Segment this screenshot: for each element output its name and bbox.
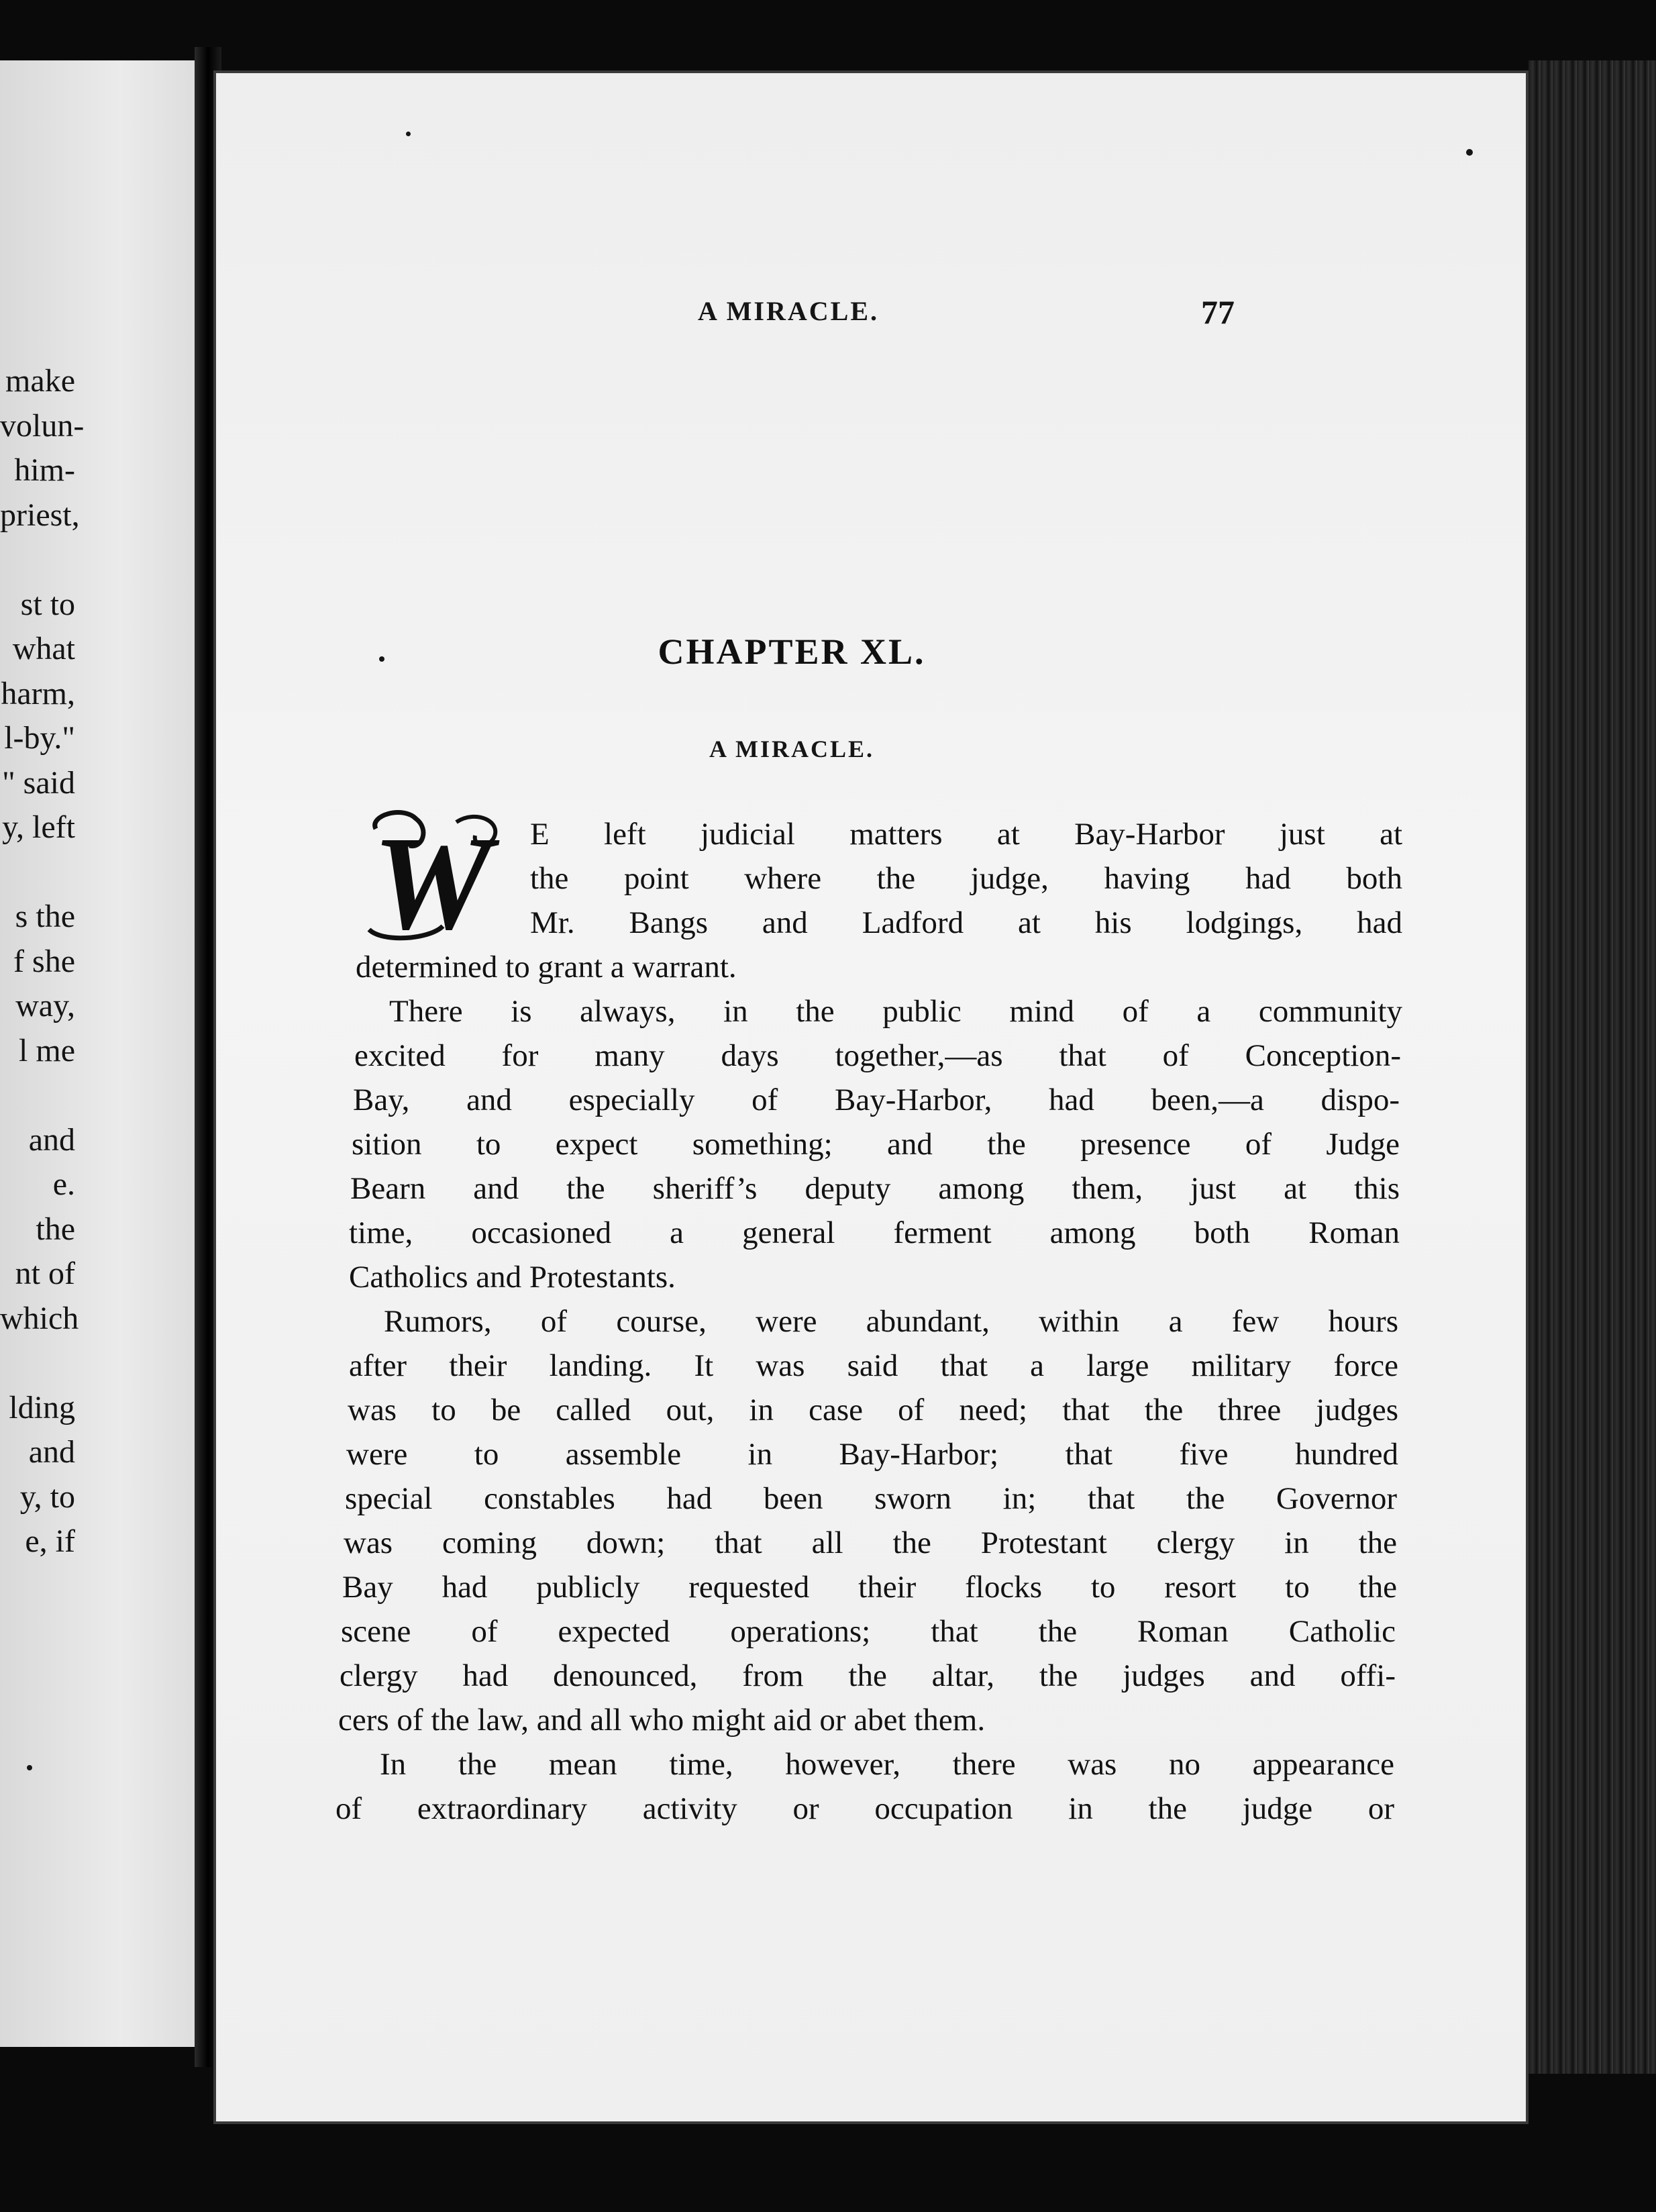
body-line: sition to expect something; and the presence of Judge	[352, 1127, 1400, 1162]
left-line: volun-	[0, 407, 85, 444]
left-line: harm,	[1, 675, 75, 711]
ink-speck	[1466, 149, 1473, 156]
ink-speck	[379, 656, 384, 662]
body-line: cers of the law, and all who might aid or abet them.	[338, 1703, 986, 1738]
body-line: was coming down; that all the Protestant clergy in the	[344, 1525, 1397, 1560]
left-line: e.	[52, 1166, 75, 1202]
ink-speck	[27, 1765, 32, 1770]
left-page-text	[0, 359, 85, 1564]
body-line: of extraordinary activity or occupation in the judge or	[335, 1791, 1394, 1826]
left-line: make	[5, 363, 75, 399]
left-line: and	[28, 1121, 75, 1158]
body-line: E left judicial matters at Bay-Harbor just at	[530, 817, 1402, 852]
left-line	[0, 1073, 75, 1118]
left-line: him-	[14, 452, 75, 488]
left-line: l-by."	[4, 720, 75, 756]
left-line: f she	[13, 943, 75, 979]
left-line: priest,	[0, 497, 80, 533]
running-head: A MIRACLE.	[698, 296, 880, 326]
ornamental-drop-cap	[356, 809, 510, 958]
left-line: what	[12, 631, 75, 666]
left-line: l me	[19, 1032, 75, 1068]
ink-speck	[406, 132, 411, 136]
body-line: excited for many days together,—as that of Conception-	[354, 1038, 1401, 1073]
left-line: " said	[2, 764, 75, 801]
body-line: In the mean time, however, there was no appearance	[380, 1747, 1394, 1782]
left-line: e, if	[25, 1523, 75, 1559]
body-line: scene of expected operations; that the Roman Catholic	[341, 1614, 1396, 1649]
body-line: special constables had been sworn in; that the Governor	[345, 1481, 1397, 1516]
left-line: the	[36, 1211, 75, 1247]
left-line: lding	[9, 1389, 75, 1425]
page-header	[349, 295, 1235, 336]
left-line	[0, 1341, 75, 1386]
body-line: time, occasioned a general ferment among both Roman	[349, 1215, 1400, 1250]
left-line	[0, 538, 75, 583]
left-line: and	[28, 1434, 75, 1470]
chapter-title: CHAPTER XL.	[658, 632, 926, 672]
left-line: way,	[15, 988, 75, 1023]
body-line: Bay, and especially of Bay-Harbor, had been,—a dispo-	[353, 1083, 1400, 1117]
left-line: nt of	[15, 1256, 75, 1291]
left-line: st to	[20, 586, 75, 622]
body-line: Mr. Bangs and Ladford at his lodgings, had	[530, 905, 1402, 940]
left-line: which	[0, 1300, 79, 1336]
body-line: There is always, in the public mind of a community	[389, 994, 1402, 1029]
body-line: clergy had denounced, from the altar, the judges and offi-	[340, 1658, 1396, 1693]
body-line: were to assemble in Bay-Harbor; that five hundred	[346, 1437, 1398, 1472]
body-line: Bearn and the sheriff’s deputy among them, just at this	[350, 1171, 1400, 1206]
left-line: s the	[15, 899, 75, 934]
body-line: Bay had publicly requested their flocks to resort to the	[342, 1570, 1397, 1605]
page-edges	[1529, 60, 1656, 2074]
body-line: Catholics and Protestants.	[349, 1260, 676, 1295]
left-line: y, left	[2, 809, 75, 845]
body-line: determined to grant a warrant.	[356, 950, 737, 985]
page-number: 77	[1201, 293, 1235, 331]
body-line: Rumors, of course, were abundant, within a few hours	[384, 1304, 1398, 1339]
left-line: y, to	[19, 1478, 75, 1515]
left-line	[0, 850, 75, 895]
body-line: was to be called out, in case of need; that the three judges	[348, 1393, 1398, 1427]
chapter-subtitle: A MIRACLE.	[709, 736, 875, 762]
body-line: after their landing. It was said that a large military force	[349, 1348, 1398, 1383]
body-line: the point where the judge, having had both	[530, 861, 1402, 896]
drop-cap-letter: W	[372, 809, 492, 958]
